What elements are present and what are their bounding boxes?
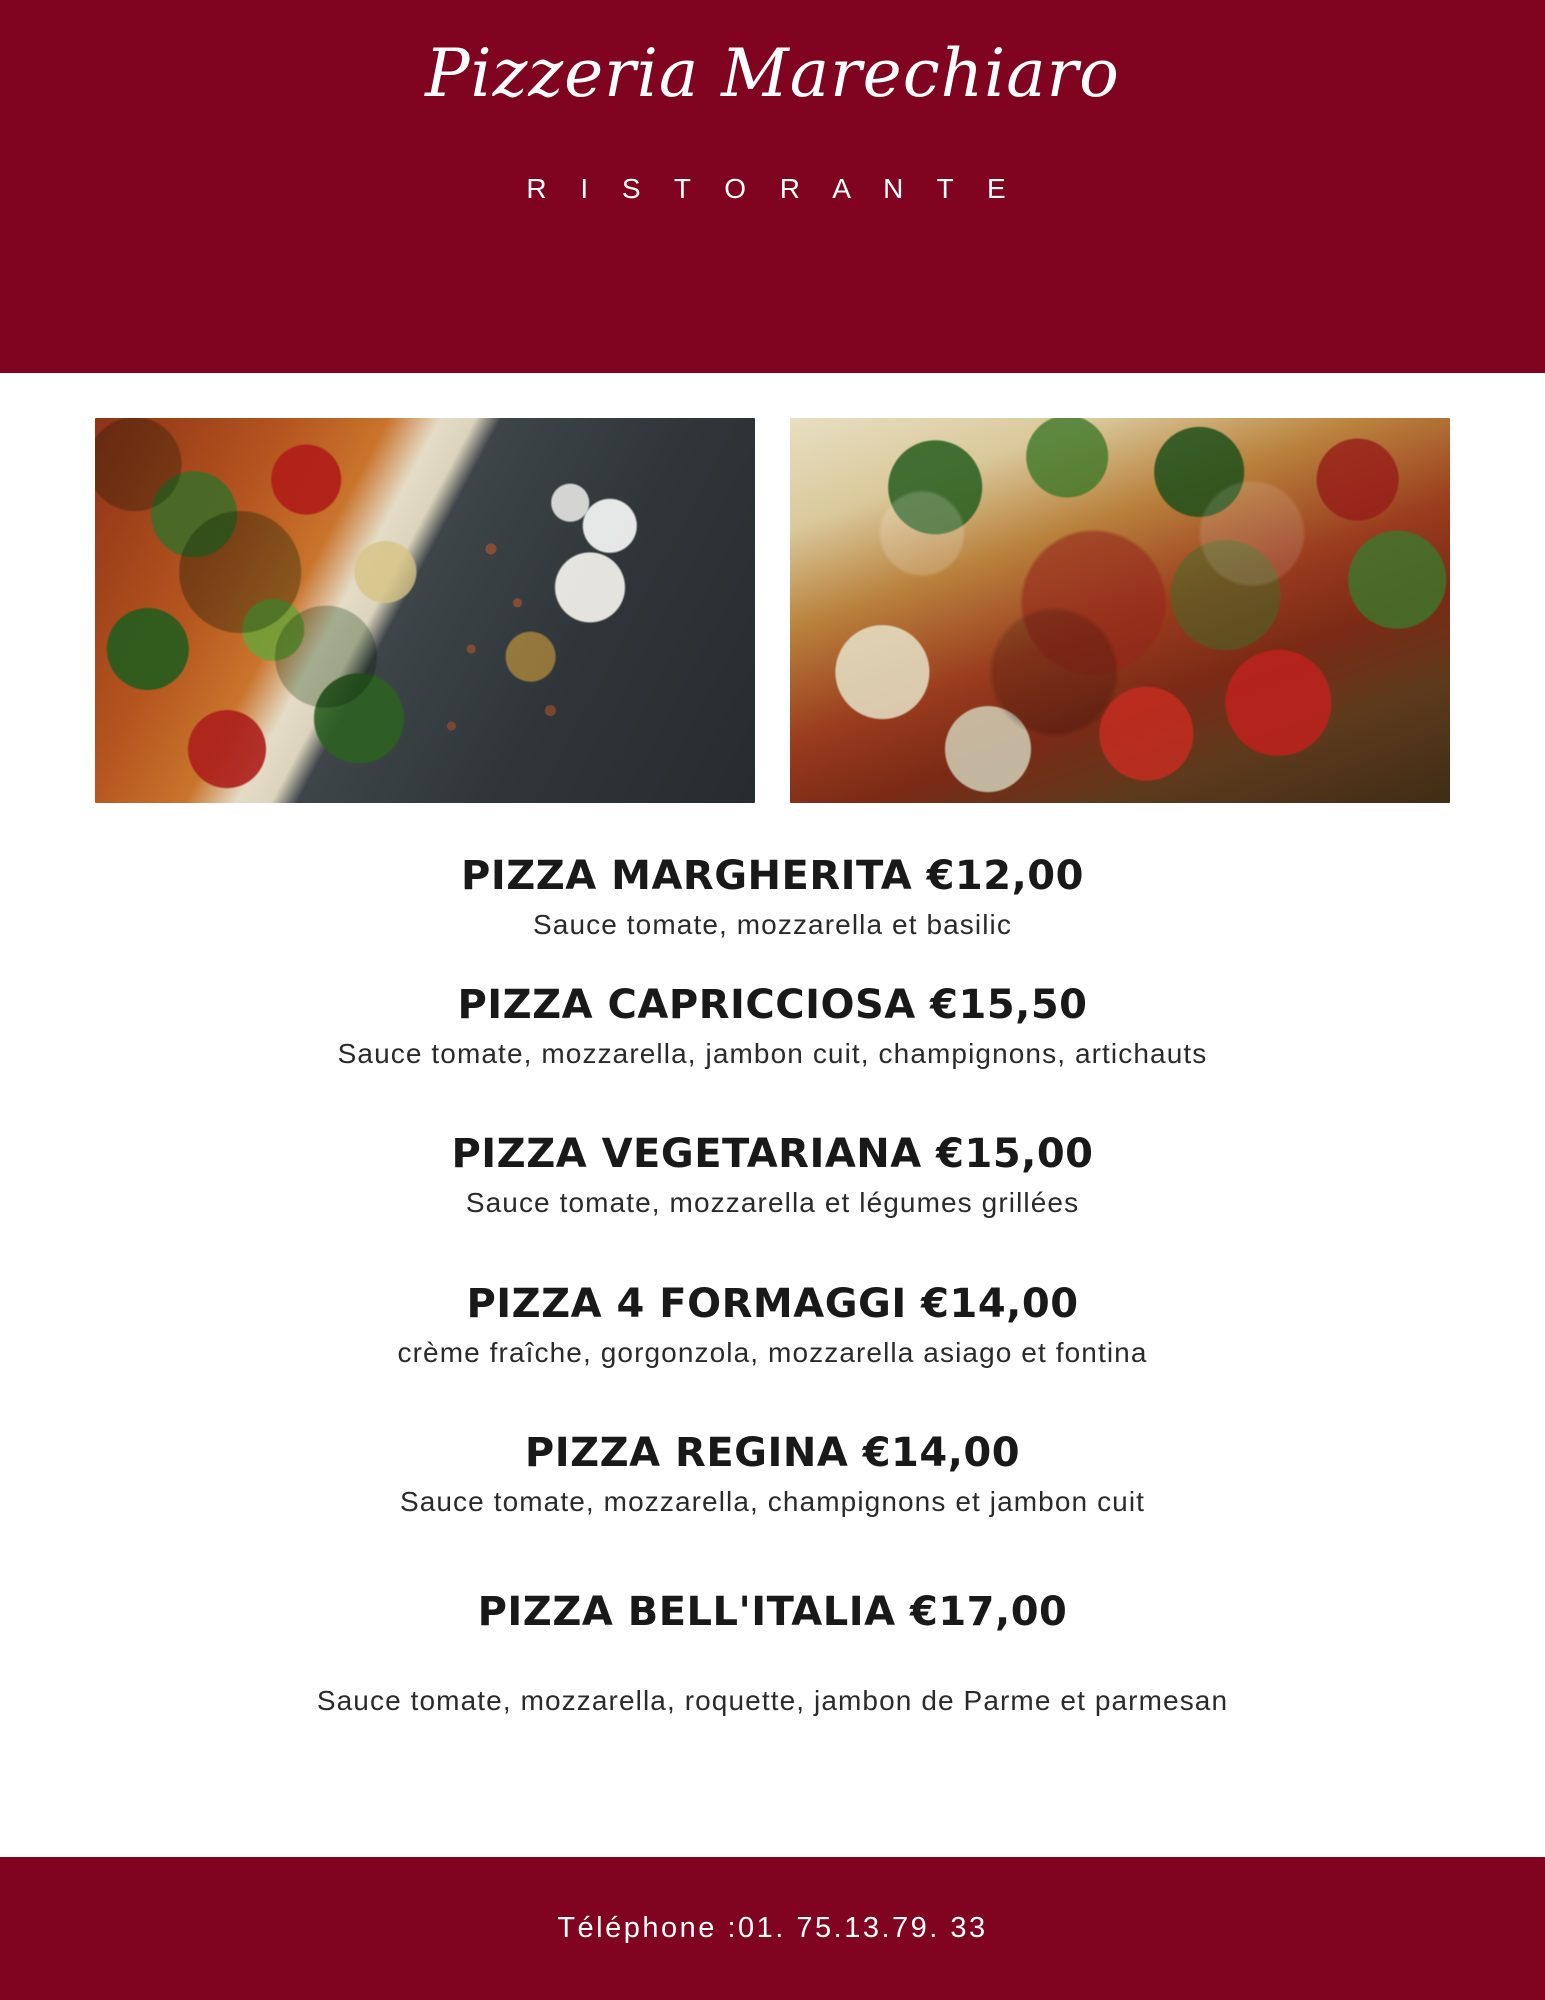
menu-item bbox=[0, 1587, 1545, 1720]
menu-item-title: PIZZA BELL'ITALIA €17,00 bbox=[477, 1588, 1068, 1635]
pizza-photo-right bbox=[790, 418, 1450, 803]
menu-item bbox=[0, 980, 1545, 1073]
menu-item-description: Sauce tomate, mozzarella, jambon cuit, champignons, artichauts bbox=[337, 1038, 1208, 1070]
menu-item bbox=[0, 1279, 1545, 1372]
restaurant-subtitle: R I S T O R A N T E bbox=[526, 172, 1019, 204]
menu-item bbox=[0, 851, 1545, 944]
menu-item-title: PIZZA VEGETARIANA €15,00 bbox=[451, 1131, 1094, 1178]
menu-item-title: PIZZA REGINA €14,00 bbox=[524, 1429, 1021, 1476]
photo-row bbox=[95, 418, 1450, 803]
menu-item bbox=[0, 1428, 1545, 1521]
menu-item bbox=[0, 1129, 1545, 1222]
menu-list bbox=[0, 803, 1545, 1720]
menu-item-description: Sauce tomate, mozzarella, roquette, jambon de Parme et parmesan bbox=[316, 1684, 1229, 1716]
menu-item-description: Sauce tomate, mozzarella et basilic bbox=[533, 909, 1012, 940]
menu-item-title: PIZZA MARGHERITA €12,00 bbox=[461, 853, 1084, 899]
menu-item-description: Sauce tomate, mozzarella et légumes grillées bbox=[465, 1187, 1080, 1219]
menu-item-title: PIZZA CAPRICCIOSA €15,50 bbox=[457, 982, 1088, 1029]
menu-item-description: Sauce tomate, mozzarella, champignons et jambon cuit bbox=[399, 1485, 1146, 1517]
pizza-photo-left bbox=[95, 418, 755, 803]
menu-item-description: crème fraîche, gorgonzola, mozzarella asiago et fontina bbox=[397, 1336, 1148, 1368]
menu-header bbox=[0, 0, 1545, 373]
menu-item-title: PIZZA 4 FORMAGGI €14,00 bbox=[466, 1280, 1079, 1327]
menu-footer bbox=[0, 1857, 1545, 2000]
phone-number: Téléphone :01. 75.13.79. 33 bbox=[557, 1912, 988, 1944]
restaurant-name: Pizzeria Marechiaro bbox=[425, 35, 1120, 112]
